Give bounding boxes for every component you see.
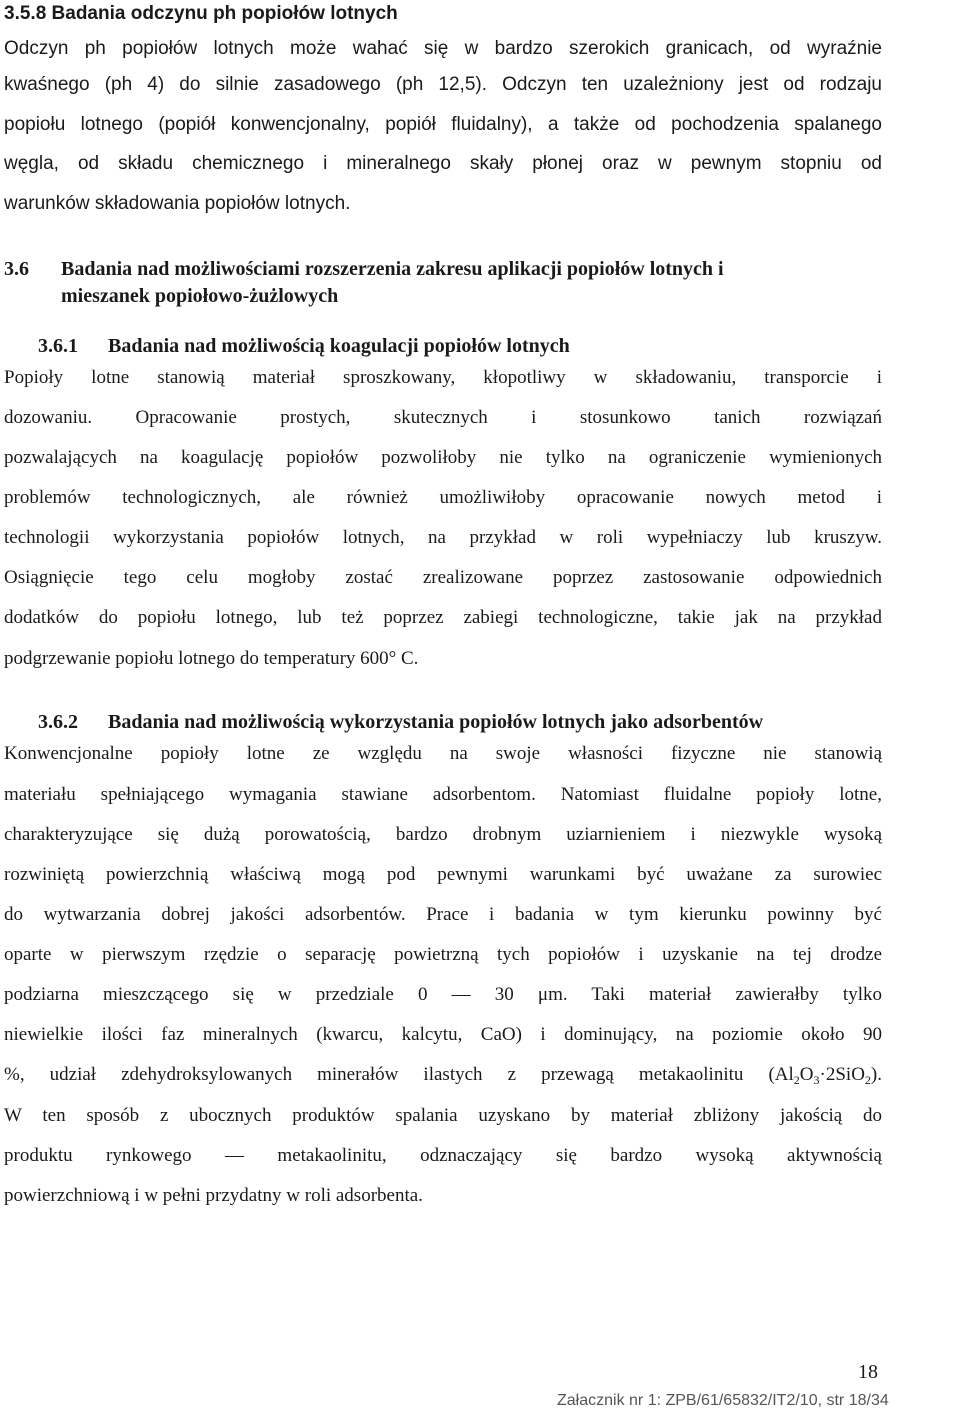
paragraph-line: podziarna mieszczącego się w przedziale 0 — 30 μm. Taki materiał zawierałby tylko [4,984,882,1005]
subscript: 2 [793,1073,800,1087]
section-361-title: Badania nad możliwością koagulacji popiołów lotnych [108,335,570,357]
subscript: 2 [864,1073,871,1087]
section-362-title: Badania nad możliwością wykorzystania popiołów lotnych jako adsorbentów [108,711,764,733]
paragraph-line: kwaśnego (ph 4) do silnie zasadowego (ph 12,5). Odczyn ten uzależniony jest od rodzaju [4,74,882,95]
section-362-number: 3.6.2 [38,711,78,733]
paragraph-line: W ten sposób z ubocznych produktów spalania uzyskano by materiał zbliżony jakością do [4,1105,882,1126]
section-36-title-line2: mieszanek popiołowo-żużlowych [61,285,339,307]
paragraph-line: problemów technologicznych, ale również umożliwiłoby opracowanie nowych metod i [4,487,882,508]
paragraph-line: pozwalających na koagulację popiołów pozwoliłoby nie tylko na ograniczenie wymienionych [4,447,882,468]
page-number: 18 [858,1361,878,1383]
paragraph-line: rozwiniętą powierzchnią właściwą mogą pod pewnymi warunkami być uważane za surowiec [4,864,882,885]
section-36-number: 3.6 [4,258,29,280]
paragraph-line: technologii wykorzystania popiołów lotnych, na przykład w roli wypełniaczy lub kruszyw. [4,527,882,548]
paragraph-line: materiału spełniającego wymagania stawiane adsorbentom. Natomiast fluidalne popioły lotne, [4,784,882,805]
paragraph-line: warunków składowania popiołów lotnych. [4,193,351,214]
paragraph-line: oparte w pierwszym rzędzie o separację powietrzną tych popiołów i uzyskanie na tej drodze [4,944,882,965]
formula-line [4,1063,882,1087]
paragraph-line: powierzchniową i w pełni przydatny w roli adsorbenta. [4,1185,423,1206]
paragraph-line: podgrzewanie popiołu lotnego do temperatury 600° C. [4,648,419,669]
paragraph-line: dozowaniu. Opracowanie prostych, skutecznych i stosunkowo tanich rozwiązań [4,407,882,428]
paragraph-line: popiołu lotnego (popiół konwencjonalny, popiół fluidalny), a także od pochodzenia spalanego [4,114,882,135]
paragraph-line: niewielkie ilości faz mineralnych (kwarcu, kalcytu, CaO) i dominujący, na poziomie około 90 [4,1024,882,1045]
subscript: 3 [813,1073,820,1087]
paragraph-line: produktu rynkowego — metakaolinitu, odznaczający się bardzo wysoką aktywnością [4,1145,882,1166]
paragraph-line: charakteryzujące się dużą porowatością, bardzo drobnym uziarnieniem i niezwykle wysoką [4,824,882,845]
paragraph-line: dodatków do popiołu lotnego, lub też poprzez zabiegi technologiczne, takie jak na przykład [4,607,882,628]
formula-text: O [799,1064,814,1085]
section-36-title-line1: Badania nad możliwościami rozszerzenia zakresu aplikacji popiołów lotnych i [61,258,724,280]
formula-text-before: %, udział zdehydroksylowanych minerałów ilastych z przewagą metakaolinitu (Al [4,1064,794,1085]
paragraph-line: Osiągnięcie tego celu mogłoby zostać zrealizowane poprzez zastosowanie odpowiednich [4,567,882,588]
paragraph-line: Popioły lotne stanowią materiał sproszkowany, kłopotliwy w składowaniu, transporcie i [4,367,882,388]
formula-text-after: ). [870,1064,882,1085]
section-361-number: 3.6.1 [38,335,78,357]
paragraph-line: węgla, od składu chemicznego i mineralnego skały płonej oraz w pewnym stopniu od [4,153,882,174]
section-358-heading: 3.5.8 Badania odczynu ph popiołów lotnych [4,3,398,24]
paragraph-line: Odczyn ph popiołów lotnych może wahać się w bardzo szerokich granicach, od wyraźnie [4,38,882,59]
paragraph-line: do wytwarzania dobrej jakości adsorbentów. Prace i badania w tym kierunku powinny być [4,904,882,925]
paragraph-line: Konwencjonalne popioły lotne ze względu na swoje własności fizyczne nie stanowią [4,743,882,764]
formula-text: ·2SiO [819,1064,865,1085]
attachment-reference: Załacznik nr 1: ZPB/61/65832/IT2/10, str 18/34 [557,1392,889,1409]
